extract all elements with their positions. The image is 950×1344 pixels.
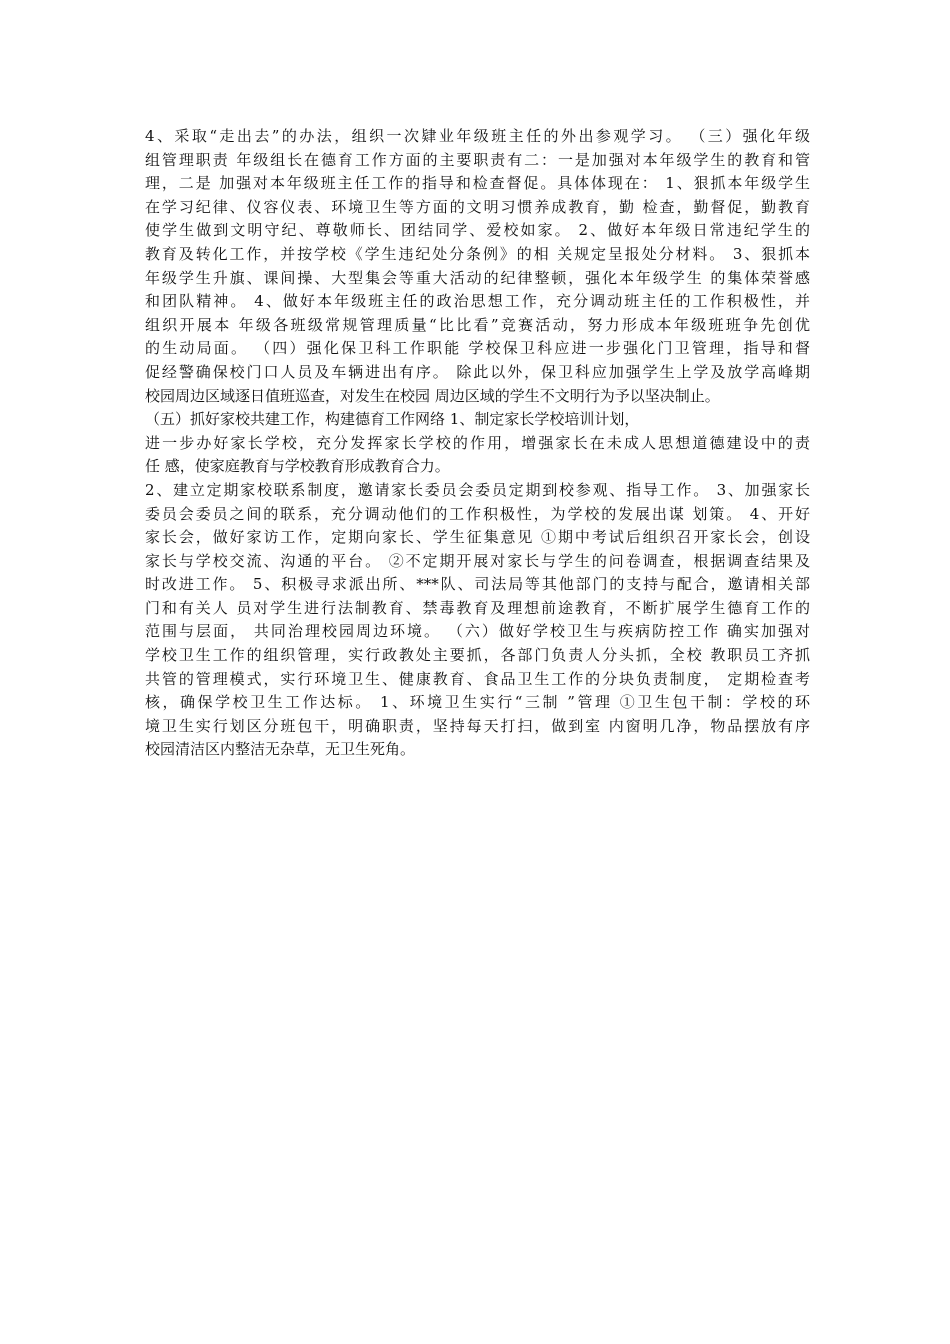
text-line: 委员会委员之间的联系，充分调动他们的工作积极性，为学校的发展出谋 划策。 4、开好 [145,504,810,523]
text-line: 境卫生实行划区分班包干，明确职责，坚持每天打扫，做到室 内窗明几净，物品摆放有序 [145,716,810,735]
text-line: 核，确保学校卫生工作达标。 1、环境卫生实行“三制 ”管理 ①卫生包干制：学校的环 [145,693,810,712]
text-line: 进一步办好家长学校，充分发挥家长学校的作用，增强家长在未成人思想道德建设中的责 [145,433,810,452]
text-line: 时改进工作。 5、积极寻求派出所、***队、司法局等其他部门的支持与配合，邀请相关部 [145,575,810,594]
text-line: 组管理职责 年级组长在德育工作方面的主要职责有二：一是加强对本年级学生的教育和管 [145,150,810,169]
text-line: 共管的管理模式，实行环境卫生、健康教育、食品卫生工作的分块负责制度， 定期检查考 [145,669,810,688]
text-line: 校园清洁区内整洁无杂草，无卫生死角。 [145,740,416,759]
text-line: 的生动局面。 （四）强化保卫科工作职能 学校保卫科应进一步强化门卫管理，指导和督 [145,339,810,358]
text-line: 2、建立定期家校联系制度，邀请家长委员会委员定期到校参观、指导工作。 3、加强家长 [145,480,810,499]
text-line: 年级学生升旗、课间操、大型集会等重大活动的纪律整顿，强化本年级学生 的集体荣誉感 [145,268,810,287]
text-line: 学校卫生工作的组织管理，实行政教处主要抓，各部门负责人分头抓，全校 教职员工齐抓 [145,646,810,665]
text-line: 促经警确保校门口人员及车辆进出有序。 除此以外，保卫科应加强学生上学及放学高峰期 [145,362,810,381]
text-line: 范围与层面， 共同治理校园周边环境。 （六）做好学校卫生与疾病防控工作 确实加强对 [145,622,810,641]
text-line: 4、采取“走出去”的办法，组织一次肄业年级班主任的外出参观学习。 （三）强化年级 [145,127,810,145]
text-line: 任 感，使家庭教育与学校教育形成教育合力。 [145,457,450,476]
text-line: （五）抓好家校共建工作，构建德育工作网络 1、制定家长学校培训计划， [145,410,640,429]
text-line: 组织开展本 年级各班级常规管理质量“比比看”竞赛活动，努力形成本年级班班争先创优 [145,315,810,334]
text-line: 门和有关人 员对学生进行法制教育、禁毒教育及理想前途教育，不断扩展学生德育工作的 [145,598,810,617]
text-line: 家长会，做好家访工作，定期向家长、学生征集意见 ①期中考试后组织召开家长会，创设 [145,528,810,547]
text-line: 在学习纪律、仪容仪表、环境卫生等方面的文明习惯养成教育，勤 检查，勤督促，勤教育 [145,197,810,216]
text-line: 理，二是 加强对本年级班主任工作的指导和检查督促。具体体现在： 1、狠抓本年级学生 [145,174,810,193]
text-line: 家长与学校交流、沟通的平台。 ②不定期开展对家长与学生的问卷调查，根据调查结果及 [145,551,810,570]
text-line: 校园周边区域逐日值班巡查，对发生在校园 周边区域的学生不文明行为予以坚决制止。 [145,386,720,405]
text-line: 使学生做到文明守纪、尊敬师长、团结同学、爱校如家。 2、做好本年级日常违纪学生的 [145,221,810,240]
text-line: 教育及转化工作，并按学校《学生违纪处分条例》的相 关规定呈报处分材料。 3、狠抓本 [145,244,810,263]
text-line: 和团队精神。 4、做好本年级班主任的政治思想工作，充分调动班主任的工作积极性，并 [145,292,810,311]
document-body [145,125,810,762]
